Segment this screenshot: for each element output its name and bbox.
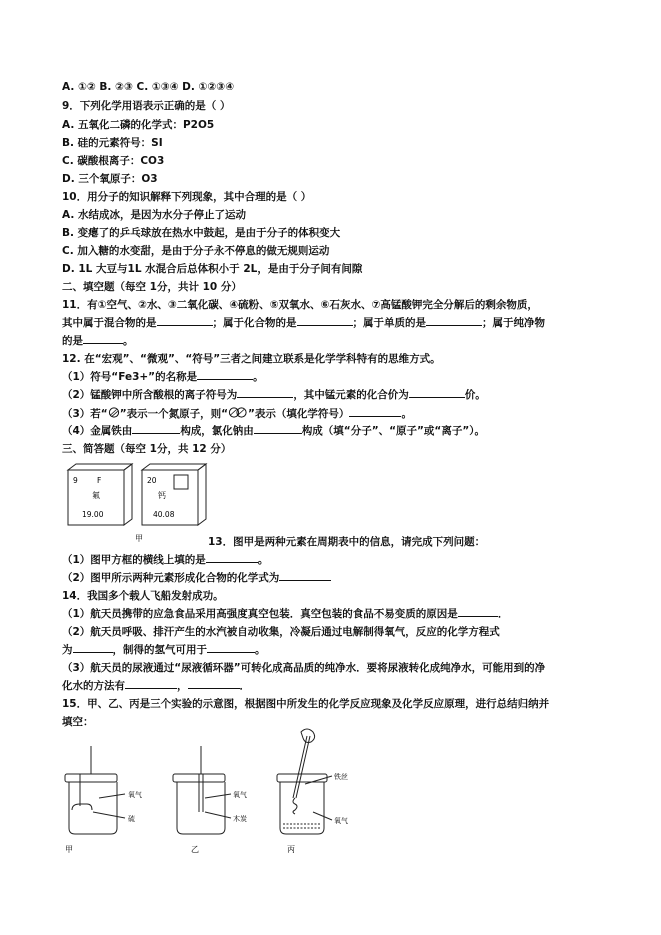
q15-stem: 15．甲、乙、丙是三个实验的示意图，根据图中所发生的化学反应现象及化学反应原理，进行总结归纳并 (62, 698, 550, 710)
answer-blank[interactable] (279, 580, 331, 581)
q10-option-c: C. 加入糖的水变甜，是由于分子永不停息的做无规则运动 (62, 245, 330, 257)
jar-jia-substance-label: 硫 (128, 815, 135, 823)
answer-blank[interactable] (157, 325, 213, 326)
q13-part1: （1）图甲方框的横线上填的是 。 (62, 554, 269, 566)
q9-option-a: A. 五氧化二磷的化学式：P2O5 (62, 119, 215, 131)
answer-blank[interactable] (297, 325, 353, 326)
q15-stem-line2: 填空： (62, 716, 94, 728)
q11-line2: 其中属于混合物的是 ；属于化合物的是 ；属于单质的是 ；属于纯净物 (62, 317, 545, 329)
q12-part1: （1）符号“Fe3+”的名称是 。 (62, 371, 264, 383)
q9-option-d: D. 三个氧原子：O3 (62, 173, 158, 185)
q10-stem: 10．用分子的知识解释下列现象，其中合理的是（ ） (62, 191, 312, 203)
calcium-name: 钙 (158, 491, 166, 500)
q10-option-b: B. 变瘪了的乒乓球放在热水中鼓起，是由于分子的体积变大 (62, 227, 341, 239)
calcium-number: 20 (147, 476, 157, 485)
q13-stem: 13．图甲是两种元素在周期表中的信息，请完成下列问题： (208, 536, 486, 548)
q10-option-d: D. 1L 大豆与1L 水混合后总体积小于 2L，是由于分子间有间隙 (62, 263, 363, 275)
answer-blank[interactable] (83, 343, 123, 344)
answer-blank[interactable] (207, 652, 255, 653)
jar-bing (277, 729, 332, 834)
jar-jia-caption: 甲 (65, 845, 73, 854)
answer-blank[interactable] (409, 397, 465, 398)
q8-options: A. ①② B. ②③ C. ①③④ D. ①②③④ (62, 81, 235, 93)
answer-blank[interactable] (349, 416, 401, 417)
jar-bing-caption: 丙 (287, 845, 295, 854)
q12-stem: 12. 在“宏观”、“微观”、“符号”三者之间建立联系是化学学科特有的思维方式。 (62, 353, 441, 365)
experiment-figure (55, 728, 375, 858)
periodic-table-figure (60, 462, 210, 544)
q14-part1: （1）航天员携带的应急食品采用高强度真空包装．真空包装的食品不易变质的原因是 ． (62, 608, 509, 620)
answer-blank[interactable] (237, 397, 293, 398)
jar-jia-gas-label: 氧气 (128, 791, 142, 799)
q14-stem: 14．我国多个载人飞船发射成功。 (62, 590, 224, 602)
q12-part4: （4）金属铁由 构成，氯化钠由 构成（填“分子”、“原子”或“离子”）。 (62, 425, 485, 437)
q14-part3: （3）航天员的尿液通过“尿液循环器”可转化成高品质的纯净水．要将尿液转化成纯净水，可能用到的净 (62, 662, 546, 674)
q11-line3: 的是 。 (62, 335, 134, 347)
q14-part3-line2: 化水的方法有 ， ． (62, 680, 250, 692)
fluorine-name: 氟 (92, 491, 100, 500)
jar-bing-gas-label: 氧气 (334, 817, 348, 825)
q14-part2-line2: 为 ，制得的氢气可用于 。 (62, 644, 266, 656)
jar-yi-caption: 乙 (191, 845, 199, 854)
q9-stem: 9．下列化学用语表示正确的是（ ） (62, 100, 231, 112)
answer-blank[interactable] (125, 688, 177, 689)
answer-blank[interactable] (197, 379, 253, 380)
q12-part3: （3）若“ ”表示一个氮原子，则“ ”表示（填化学符号） 。 (62, 408, 412, 420)
q10-option-a: A. 水结成冰，是因为水分子停止了运动 (62, 209, 246, 221)
answer-blank[interactable] (188, 688, 240, 689)
q12-part2: （2）锰酸钾中所含酸根的离子符号为 ，其中锰元素的化合价为 价。 (62, 389, 486, 401)
q14-part2: （2）航天员呼吸、排汗产生的水汽被自动收集，冷凝后通过电解制得氧气，反应的化学方程式 (62, 626, 500, 638)
jar-bing-wire-label: 铁丝 (334, 773, 348, 781)
nitrogen-molecule-icon (228, 407, 248, 418)
q11-stem: 11．有①空气、②水、③二氧化碳、④硫粉、⑤双氧水、⑥石灰水、⑦高锰酸钾完全分解后的剩余物质， (62, 299, 538, 311)
jar-yi (173, 746, 231, 834)
q9-option-b: B. 硅的元素符号：SI (62, 137, 163, 149)
answer-blank[interactable] (254, 433, 302, 434)
fluorine-mass: 19.00 (82, 510, 104, 519)
figure-jia-caption: 甲 (135, 534, 143, 543)
fluorine-symbol: F (97, 476, 102, 485)
q9-option-c: C. 碳酸根离子：CO3 (62, 155, 165, 167)
section-3-heading: 三、简答题（每空 1分，共 12 分） (62, 443, 232, 455)
section-2-heading: 二、填空题（每空 1分，共计 10 分） (62, 281, 242, 293)
answer-blank[interactable] (458, 616, 498, 617)
jar-yi-gas-label: 氧气 (233, 791, 247, 799)
nitrogen-atom-icon (108, 407, 120, 418)
answer-blank[interactable] (132, 433, 180, 434)
fluorine-number: 9 (73, 476, 78, 485)
jar-jia (65, 746, 125, 834)
answer-blank[interactable] (73, 652, 113, 653)
answer-blank[interactable] (426, 325, 482, 326)
jar-yi-substance-label: 木炭 (233, 815, 247, 823)
q13-part2: （2）图甲所示两种元素形成化合物的化学式为 (62, 572, 331, 585)
calcium-mass: 40.08 (153, 510, 175, 519)
answer-blank[interactable] (206, 562, 258, 563)
